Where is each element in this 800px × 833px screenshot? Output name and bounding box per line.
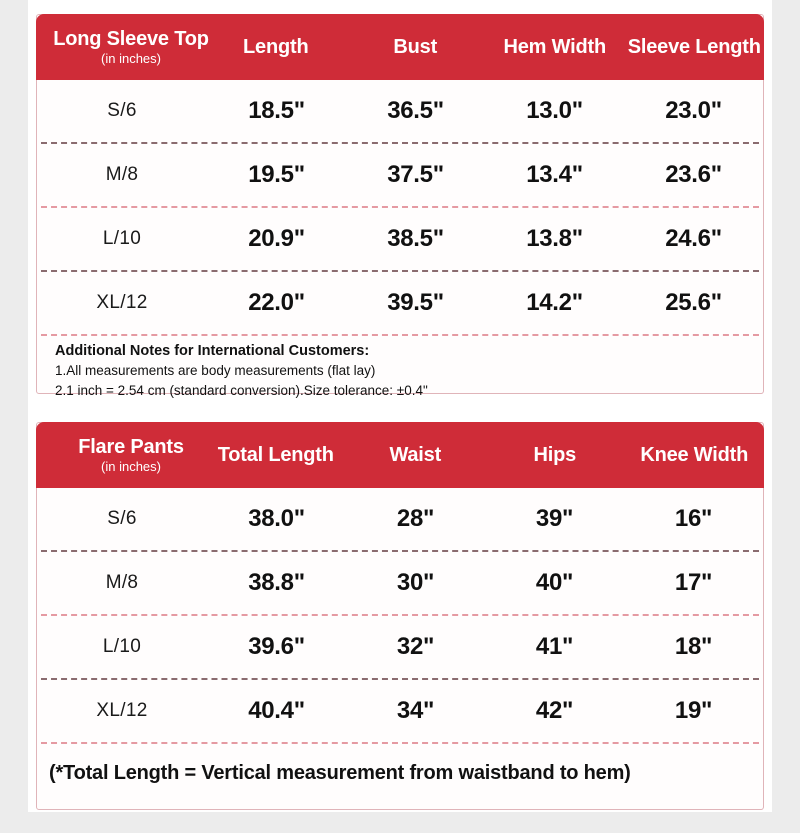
notes-line-2: 2.1 inch = 2.54 cm (standard conversion).Size tolerance: ±0.4" xyxy=(55,383,428,399)
cell-length: 18.5" xyxy=(248,97,305,124)
table-header-flare-pants xyxy=(36,422,764,488)
table-row xyxy=(37,144,763,206)
additional-notes xyxy=(37,336,763,402)
cell-total-length: 38.8" xyxy=(248,569,305,596)
cell-hips: 41" xyxy=(535,633,574,660)
cell-hem-width: 13.4" xyxy=(526,161,583,188)
cell-hips: 40" xyxy=(535,569,574,596)
cell-waist: 32" xyxy=(396,633,435,660)
cell-bust: 39.5" xyxy=(387,289,444,316)
row-size-label: M/8 xyxy=(105,572,139,593)
cell-sleeve-length: 25.6" xyxy=(665,289,722,316)
cell-knee-width: 16" xyxy=(674,505,713,532)
page-title: Long Sleeve Top xyxy=(53,27,209,50)
cell-bust: 38.5" xyxy=(387,225,444,252)
size-chart-sheet xyxy=(28,0,772,812)
cell-length: 22.0" xyxy=(248,289,305,316)
cell-total-length: 39.6" xyxy=(248,633,305,660)
cell-hips: 42" xyxy=(535,697,574,724)
row-size-label: L/10 xyxy=(102,636,142,657)
cell-waist: 30" xyxy=(396,569,435,596)
row-size-label: S/6 xyxy=(107,508,137,529)
table-row xyxy=(37,616,763,678)
cell-sleeve-length: 23.0" xyxy=(665,97,722,124)
row-size-label: M/8 xyxy=(105,164,139,185)
column-header-hem-width: Hem Width xyxy=(503,35,606,58)
table-row xyxy=(37,552,763,614)
column-header-sleeve-length: Sleeve Length xyxy=(627,35,761,58)
table-body-flare-pants xyxy=(37,488,763,744)
table-body-long-sleeve-top xyxy=(37,80,763,336)
cell-knee-width: 17" xyxy=(674,569,713,596)
column-header-waist: Waist xyxy=(389,443,442,466)
table-row xyxy=(37,272,763,334)
cell-hem-width: 13.8" xyxy=(526,225,583,252)
cell-hips: 39" xyxy=(535,505,574,532)
table-footnote: (*Total Length = Vertical measurement from waistband to hem) xyxy=(49,762,631,784)
cell-waist: 28" xyxy=(396,505,435,532)
page-title: Flare Pants xyxy=(78,435,184,458)
column-header-bust: Bust xyxy=(393,35,438,58)
column-header-knee-width: Knee Width xyxy=(640,443,749,466)
table-title-cell xyxy=(36,437,206,474)
cell-sleeve-length: 24.6" xyxy=(665,225,722,252)
column-header-length: Length xyxy=(243,35,309,58)
row-size-label: S/6 xyxy=(107,100,137,121)
cell-waist: 34" xyxy=(396,697,435,724)
cell-knee-width: 18" xyxy=(674,633,713,660)
table-title-cell xyxy=(36,27,209,66)
cell-hem-width: 13.0" xyxy=(526,97,583,124)
table-header-long-sleeve-top xyxy=(36,14,764,80)
row-size-label: XL/12 xyxy=(96,700,148,721)
title-unit-note: (in inches) xyxy=(101,458,161,474)
table-row xyxy=(37,208,763,270)
size-chart-card-long-sleeve-top xyxy=(36,14,764,399)
cell-length: 19.5" xyxy=(248,161,305,188)
cell-total-length: 38.0" xyxy=(248,505,305,532)
row-separator xyxy=(41,334,759,336)
notes-line-1: 1.All measurements are body measurements (flat lay) xyxy=(55,363,376,378)
table-row xyxy=(37,80,763,142)
cell-length: 20.9" xyxy=(248,225,305,252)
cell-knee-width: 19" xyxy=(674,697,713,724)
cell-bust: 37.5" xyxy=(387,161,444,188)
size-chart-card-flare-pants xyxy=(36,422,764,810)
table-row xyxy=(37,680,763,742)
row-size-label: L/10 xyxy=(102,228,142,249)
cell-bust: 36.5" xyxy=(387,97,444,124)
column-header-total-length: Total Length xyxy=(217,443,334,466)
title-unit-note: (in inches) xyxy=(101,50,161,66)
table-row xyxy=(37,488,763,550)
row-size-label: XL/12 xyxy=(96,292,148,313)
cell-sleeve-length: 23.6" xyxy=(665,161,722,188)
row-separator xyxy=(41,742,759,744)
notes-title: Additional Notes for International Customers: xyxy=(55,343,370,359)
cell-hem-width: 14.2" xyxy=(526,289,583,316)
column-header-hips: Hips xyxy=(533,443,577,466)
cell-total-length: 40.4" xyxy=(248,697,305,724)
